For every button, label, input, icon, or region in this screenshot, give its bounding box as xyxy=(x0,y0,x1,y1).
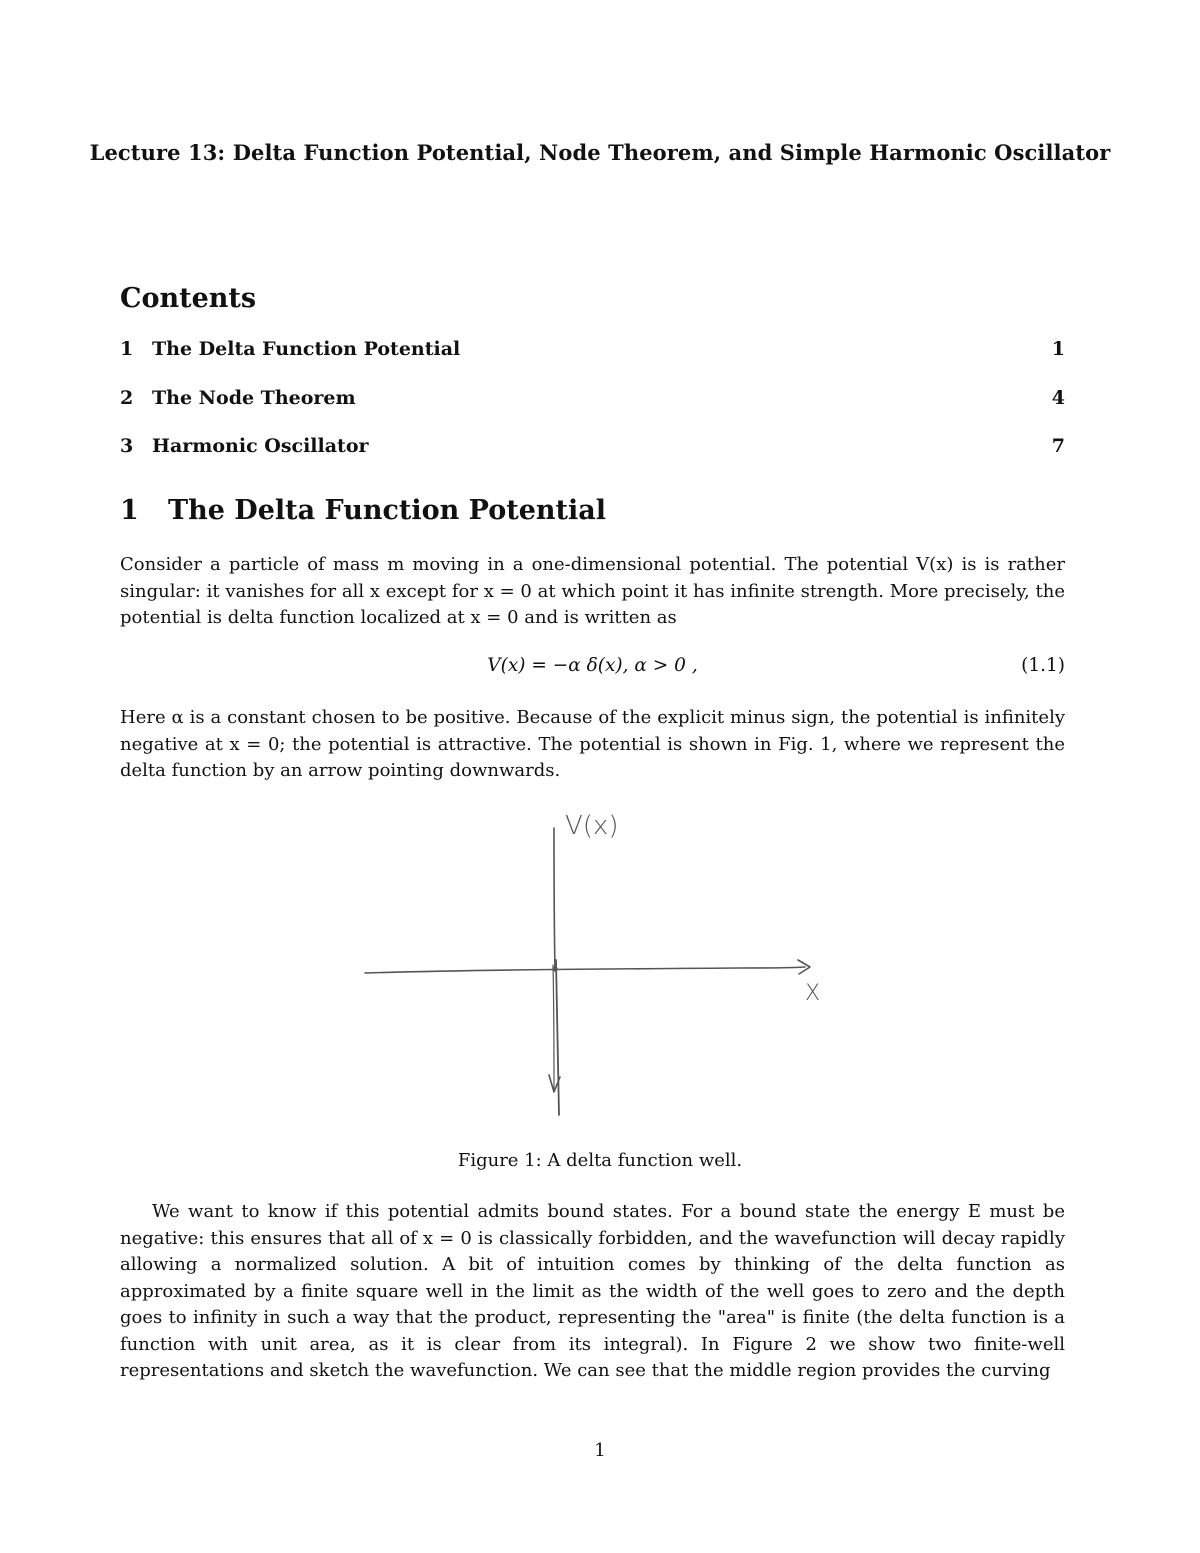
toc-entry-title: The Node Theorem xyxy=(152,387,356,409)
equation-expression: V(x) = −α δ(x), α > 0 , xyxy=(487,655,698,676)
toc-entry-title: The Delta Function Potential xyxy=(152,338,461,360)
page-number: 1 xyxy=(594,1440,606,1461)
toc-entry-number: 2 xyxy=(120,387,134,409)
y-axis-label: V(x) xyxy=(565,811,619,841)
origin-mark xyxy=(552,966,557,971)
equation-1-1 xyxy=(120,655,1065,683)
delta-arrow-shaft xyxy=(556,960,559,1115)
toc-entry[interactable] xyxy=(120,435,1065,461)
toc-entry-page: 4 xyxy=(1051,387,1065,409)
section-heading xyxy=(120,495,606,526)
x-axis-line xyxy=(365,967,805,973)
section-title: The Delta Function Potential xyxy=(168,495,607,526)
toc-entry-number: 3 xyxy=(120,435,134,457)
paragraph-intro: Consider a particle of mass m moving in a one-dimensional potential. The potential V(x) is is rather singular: it vanishes for all x except for x = 0 at which point it has infinite strength. More precisely, the potential is delta function localized at x = 0 and is written as xyxy=(120,554,1065,628)
toc-entry-title: Harmonic Oscillator xyxy=(152,435,369,457)
x-axis-label: X xyxy=(805,981,821,1006)
paragraph-attractive: Here α is a constant chosen to be positive. Because of the explicit minus sign, the potential is infinitely negative at x = 0; the potential is attractive. The potential is shown in Fig. 1, where we represent the delta function by an arrow pointing downwards. xyxy=(120,707,1065,781)
y-axis-line xyxy=(554,828,555,970)
toc-entry[interactable] xyxy=(120,338,1065,364)
paragraph-bound-states: We want to know if this potential admits bound states. For a bound state the energy E must be negative: this ensures that all of x = 0 is classically forbidden, and the wavefunction will decay rapidly allowing a normalized solution. A bit of intuition comes by thinking of the delta function as approximated by a finite square well in the limit as the width of the well goes to zero and the depth goes to infinity in such a way that the product, representing the "area" is finite (the delta function is a function with unit area, as it is clear from its integral). In Figure 2 we show two finite-well representations and sketch the wavefunction. We can see that the middle region provides the curving xyxy=(120,1201,1065,1381)
toc-entry-page: 1 xyxy=(1051,338,1065,360)
toc-entry[interactable] xyxy=(120,387,1065,413)
equation-label: (1.1) xyxy=(1021,655,1065,676)
contents-heading: Contents xyxy=(120,283,257,314)
toc-entry-page: 7 xyxy=(1051,435,1065,457)
figure-caption: Figure 1: A delta function well. xyxy=(457,1150,743,1171)
document-title: Lecture 13: Delta Function Potential, Node Theorem, and Simple Harmonic Oscillator xyxy=(89,140,1111,165)
section-number: 1 xyxy=(120,495,139,526)
delta-well-figure xyxy=(340,800,840,1130)
toc-entry-number: 1 xyxy=(120,338,134,360)
